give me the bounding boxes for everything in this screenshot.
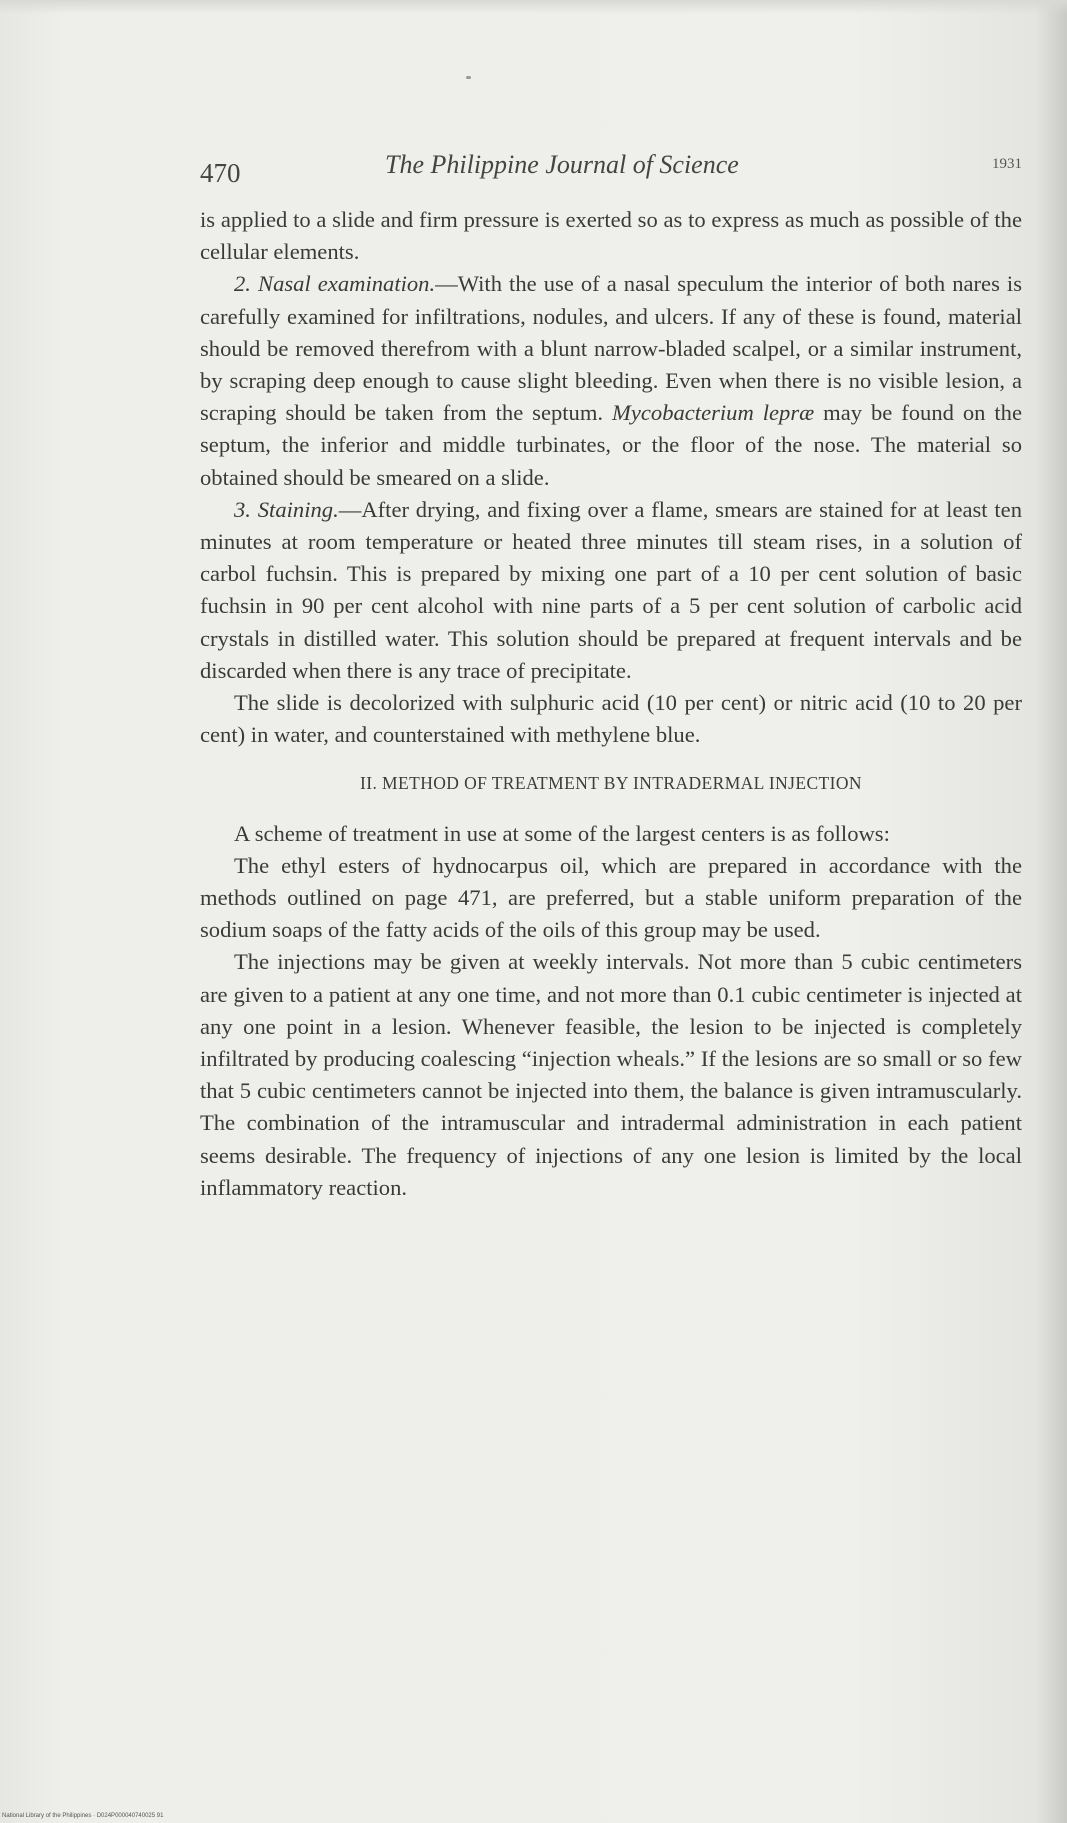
scan-top-shadow xyxy=(0,0,1067,14)
paragraph-nasal-examination xyxy=(200,268,1022,493)
page-body xyxy=(200,204,1022,1204)
nasal-text-b: may be found on the septum, the inferior and middle turbinates, or the floor of the nose. The material so obtained should be smeared on a slide. xyxy=(200,400,1022,490)
paragraph-decolorizing: The slide is decolorized with sulphuric acid (10 per cent) or nitric acid (10 to 20 per cent) in water, and counterstained with methylene blue. xyxy=(200,690,1022,748)
staining-label: 3. Staining. xyxy=(234,496,339,522)
nasal-text-a: —With the use of a nasal speculum the interior of both nares is carefully examined for infiltrations, nodules, and ulcers. If any of these is found, material should be removed therefrom with a blunt narrow-bladed scalpel, or a similar instrument, by scraping deep enough to cause slight bleeding. Even when there is no visible lesion, a scraping should be taken from the septum. xyxy=(200,271,1022,426)
paragraph-staining xyxy=(200,494,1022,687)
year: 1931 xyxy=(992,156,1022,172)
paragraph-continuation: is applied to a slide and firm pressure is exerted so as to express as much as possible of the cellular elements. xyxy=(200,207,1022,265)
paragraph-injections: The injections may be given at weekly intervals. Not more than 5 cubic centimeters are given to a patient at any one time, and not more than 0.1 cubic centimeter is injected at any one point in a lesion. Whenever feasible, the lesion to be injected is completely infiltrated by producing coalescing “injection wheals.” If the lesions are so small or so few that 5 cubic centimeters cannot be injected into them, the balance is given intramuscularly. The combination of the intramuscular and intradermal administration in each patient seems desirable. The frequency of injections of any one lesion is limited by the local inflammatory reaction. xyxy=(200,949,1022,1200)
staining-text: —After drying, and fixing over a flame, smears are stained for at least ten minutes at room temperature or heated three minutes till steam rises, in a solution of carbol fuchsin. This is prepared by mixing one part of a 10 per cent solution of basic fuchsin in 90 per cent alcohol with nine parts of a 5 per cent solution of carbolic acid crystals in distilled water. This solution should be prepared at frequent intervals and be discarded when there is any trace of precipitate. xyxy=(200,496,1023,683)
running-header xyxy=(200,150,1022,190)
scan-speck xyxy=(466,76,471,79)
nasal-examination-label: 2. Nasal examination. xyxy=(234,271,436,297)
section-heading: II. METHOD OF TREATMENT BY INTRADERMAL INJECTION xyxy=(360,773,862,794)
scan-footer-note: National Library of the Philippines · D024P000040740025 91 xyxy=(2,1813,164,1819)
page-number: 470 xyxy=(200,158,241,188)
journal-title: The Philippine Journal of Science xyxy=(385,150,739,179)
paragraph-ethyl-esters: The ethyl esters of hydnocarpus oil, which are prepared in accordance with the methods outlined on page 471, are preferred, but a stable uniform preparation of the sodium soaps of the fatty acids of the oils of this group may be used. xyxy=(200,852,1022,943)
paragraph-scheme: A scheme of treatment in use at some of the largest centers is as follows: xyxy=(234,820,890,846)
mycobacterium-name: Mycobacterium lepræ xyxy=(612,400,815,426)
